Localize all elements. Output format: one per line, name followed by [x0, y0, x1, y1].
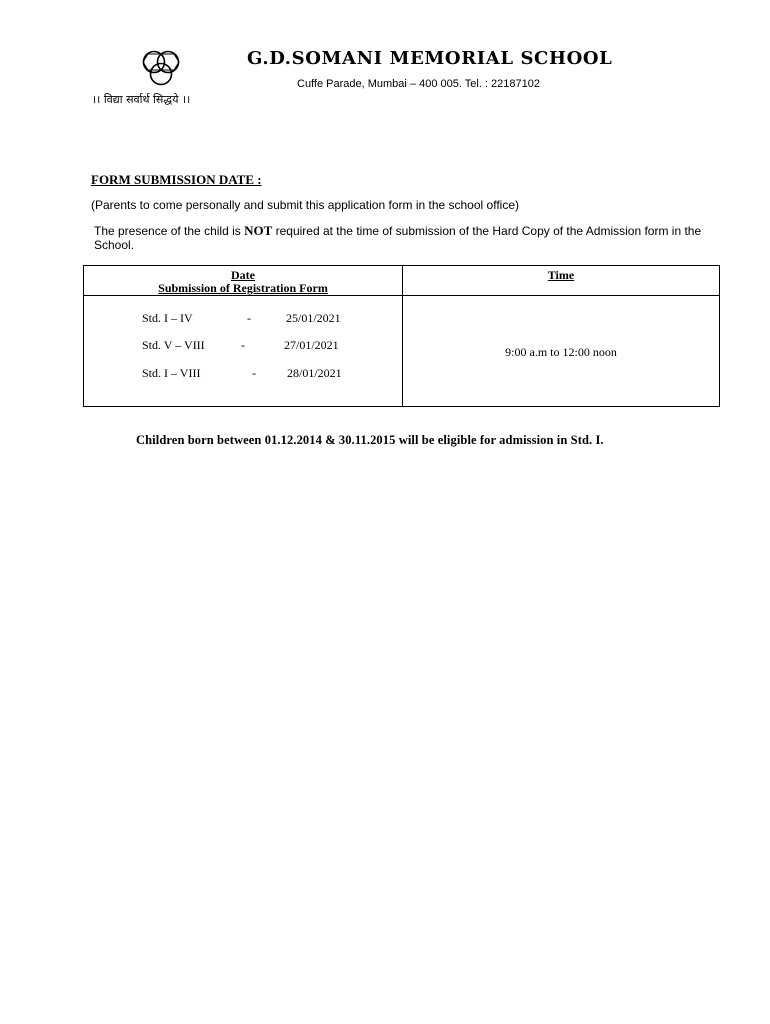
table-row-dash: -	[247, 311, 251, 325]
table-row-date: 27/01/2021	[284, 338, 339, 352]
eligibility-note: Children born between 01.12.2014 & 30.11.2015 will be eligible for admission in Std. I.	[136, 433, 604, 447]
submission-column-subheader: Submission of Registration Form	[158, 281, 328, 295]
table-column-divider	[402, 266, 403, 406]
table-row-date: 28/01/2021	[287, 366, 342, 380]
school-name: G.D.SOMANI MEMORIAL SCHOOL	[247, 48, 613, 69]
child-presence-note	[94, 224, 734, 252]
table-row-dash: -	[252, 366, 256, 380]
presence-text-start: The presence of the child is	[94, 224, 245, 238]
table-row-std: Std. I – IV	[142, 311, 193, 325]
school-motto: ।। विद्या सर्वार्थ सिद्धये ।।	[92, 93, 191, 106]
schedule-table	[83, 265, 720, 407]
table-row-std: Std. V – VIII	[142, 338, 205, 352]
presence-text-emphasis: NOT	[244, 223, 273, 238]
date-column-header: Date	[231, 268, 255, 282]
parents-note: (Parents to come personally and submit this application form in the school office)	[91, 198, 519, 212]
table-row-date: 25/01/2021	[286, 311, 341, 325]
school-address: Cuffe Parade, Mumbai – 400 005. Tel. : 22187102	[297, 78, 540, 90]
time-column-header: Time	[547, 268, 575, 282]
form-submission-heading: FORM SUBMISSION DATE :	[91, 172, 262, 187]
table-row-dash: -	[241, 338, 245, 352]
submission-time: 9:00 a.m to 12:00 noon	[505, 345, 617, 359]
table-row-std: Std. I – VIII	[142, 366, 201, 380]
interlocking-circles-logo-icon	[138, 47, 184, 89]
presence-text-end: required at the time of submission of the Hard Copy of the Admission form in the School.	[94, 224, 702, 252]
